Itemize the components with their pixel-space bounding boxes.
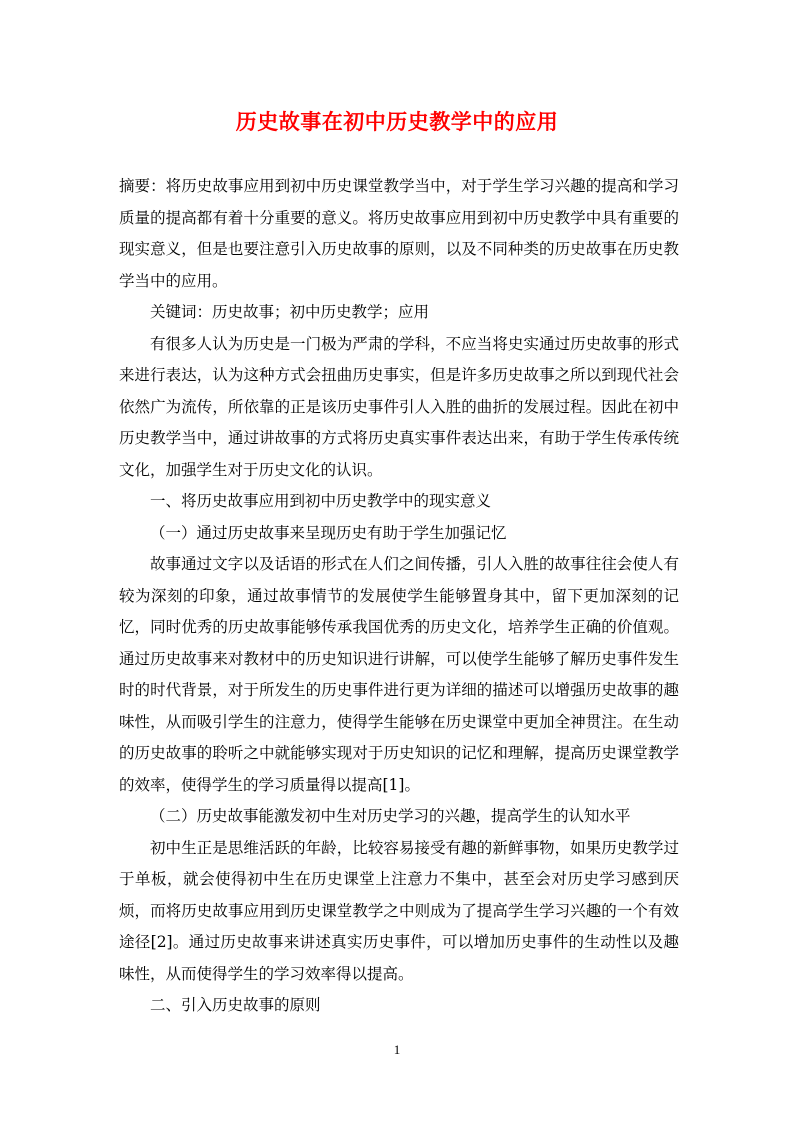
page-number: 1	[393, 1042, 401, 1057]
section-heading-1: 一、将历史故事应用到初中历史教学中的现实意义	[150, 492, 492, 510]
subsection-paragraph-1: 故事通过文字以及话语的形式在人们之间传播，引人入胜的故事往往会使人有较为深刻的印象，通过故事情节的发展使学生能够置身其中，留下更加深刻的记忆，同时优秀的历史故事能够传承我国优秀的历史文化，培养学生正确的价值观。通过历史故事来对教材中的历史知识进行讲解，可以使学生能够了解历史事件发生时的时代背景，对于所发生的历史事件进行更为详细的描述可以增强历史故事的趣味性，从而吸引学生的注意力，使得学生能够在历史课堂中更加全神贯注。在生动的历史故事的聆听之中就能够实现对于历史知识的记忆和理解，提高历史课堂教学的效率，使得学生的学习质量得以提高[1]。	[119, 555, 679, 794]
intro-paragraph: 有很多人认为历史是一门极为严肃的学科，不应当将史实通过历史故事的形式来进行表达，认为这种方式会扭曲历史事实，但是许多历史故事之所以到现代社会依然广为流传，所依靠的正是该历史事件引人入胜的曲折的发展过程。因此在初中历史教学当中，通过讲故事的方式将历史真实事件表达出来，有助于学生传承传统文化，加强学生对于历史文化的认识。	[119, 334, 679, 479]
document-title: 历史故事在初中历史教学中的应用	[235, 109, 559, 134]
subsection-heading-1: （一）通过历史故事来呈现历史有助于学生加强记忆	[150, 523, 507, 542]
document-body	[119, 171, 679, 1022]
subsection-paragraph-2: 初中生正是思维活跃的年龄，比较容易接受有趣的新鲜事物，如果历史教学过于单板，就会使得初中生在历史课堂上注意力不集中，甚至会对历史学习感到厌烦，而将历史故事应用到历史课堂教学之中则成为了提高学生学习兴趣的一个有效途径[2]。通过历史故事来讲述真实历史事件，可以增加历史事件的生动性以及趣味性，从而使得学生的学习效率得以提高。	[119, 838, 679, 983]
abstract-paragraph: 摘要：将历史故事应用到初中历史课堂教学当中，对于学生学习兴趣的提高和学习质量的提高都有着十分重要的意义。将历史故事应用到初中历史教学中具有重要的现实意义，但是也要注意引入历史故事的原则，以及不同种类的历史故事在历史教学当中的应用。	[119, 177, 679, 290]
subsection-heading-2: （二）历史故事能激发初中生对历史学习的兴趣，提高学生的认知水平	[150, 807, 631, 825]
section-heading-2: 二、引入历史故事的原则	[150, 996, 321, 1014]
keywords-line: 关键词：历史故事；初中历史教学；应用	[150, 303, 430, 321]
